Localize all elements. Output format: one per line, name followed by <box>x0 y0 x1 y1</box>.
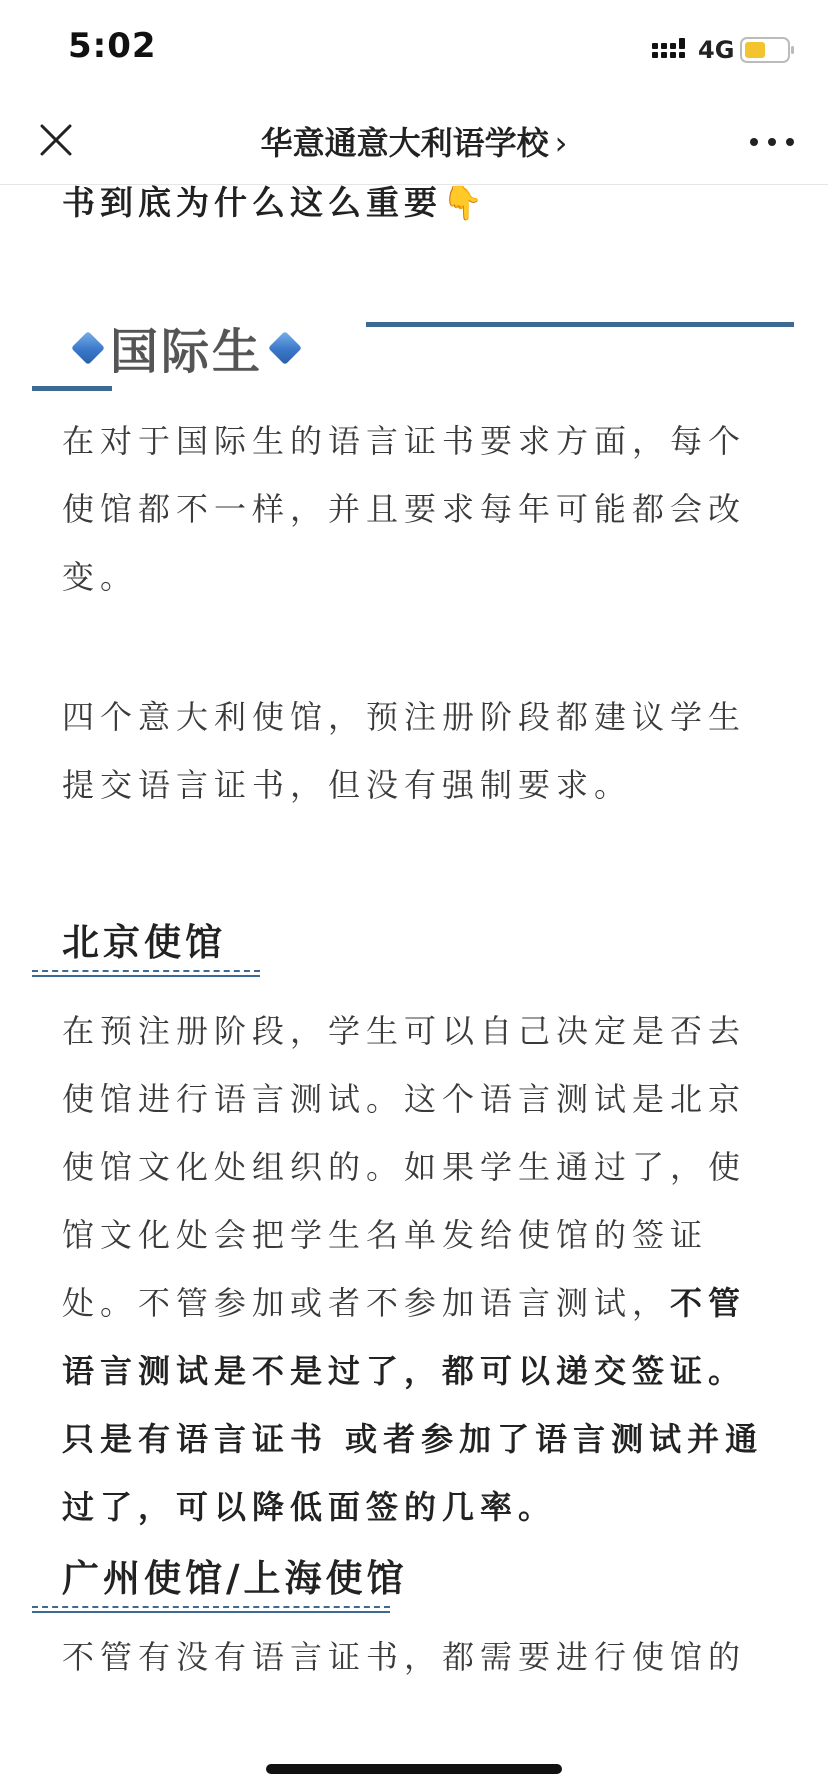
section-banner <box>66 313 307 380</box>
chevron-right-icon: › <box>554 124 568 162</box>
beijing-embassy-heading: 北京使馆 <box>62 921 226 964</box>
status-time: 5:02 <box>68 26 157 66</box>
diamond-icon <box>71 331 105 365</box>
heading-underline <box>32 970 260 972</box>
status-bar <box>0 0 828 100</box>
guangzhou-shanghai-paragraph: 不管有没有语言证书，都需要进行使馆的 <box>62 1638 747 1676</box>
signal-strength-icon <box>652 38 686 64</box>
section-banner-title: 国际生 <box>110 324 264 380</box>
diamond-icon <box>268 331 302 365</box>
account-name: 华意通意大利语学校 <box>260 124 549 162</box>
banner-decoration-line <box>366 322 794 327</box>
close-icon[interactable] <box>36 120 76 160</box>
guangzhou-shanghai-heading: 广州使馆/上海使馆 <box>62 1557 408 1600</box>
heading-underline <box>32 1606 390 1608</box>
nav-bar <box>0 100 828 185</box>
banner-decoration-line <box>32 386 112 391</box>
home-indicator[interactable] <box>266 1764 562 1774</box>
paragraph-preregistration: 四个意大利使馆，预注册阶段都建议学生提交语言证书，但没有强制要求。 <box>62 698 747 804</box>
more-options-icon[interactable] <box>746 124 798 160</box>
beijing-embassy-paragraph <box>62 997 768 1541</box>
article-lead-heading: 书到底为什么这么重要👇 <box>62 183 489 222</box>
beijing-text: 在预注册阶段，学生可以自己决定是否去使馆进行语言测试。这个语言测试是北京使馆文化处组织的。如果学生通过了，使馆文化处会把学生名单发给使馆的签证处。不管参加或者不参加语言测试， <box>62 1012 747 1322</box>
beijing-bold-text: 不管语言测试是不是过了，都可以递交签证。只是有语言证书 或者参加了语言测试并通过了，可以降低面签的几率。 <box>62 1284 764 1526</box>
battery-icon <box>740 36 796 64</box>
account-title-link[interactable] <box>180 118 648 164</box>
network-type-label: 4G <box>698 36 735 64</box>
paragraph-international-requirements: 在对于国际生的语言证书要求方面，每个使馆都不一样，并且要求每年可能都会改变。 <box>62 422 747 596</box>
